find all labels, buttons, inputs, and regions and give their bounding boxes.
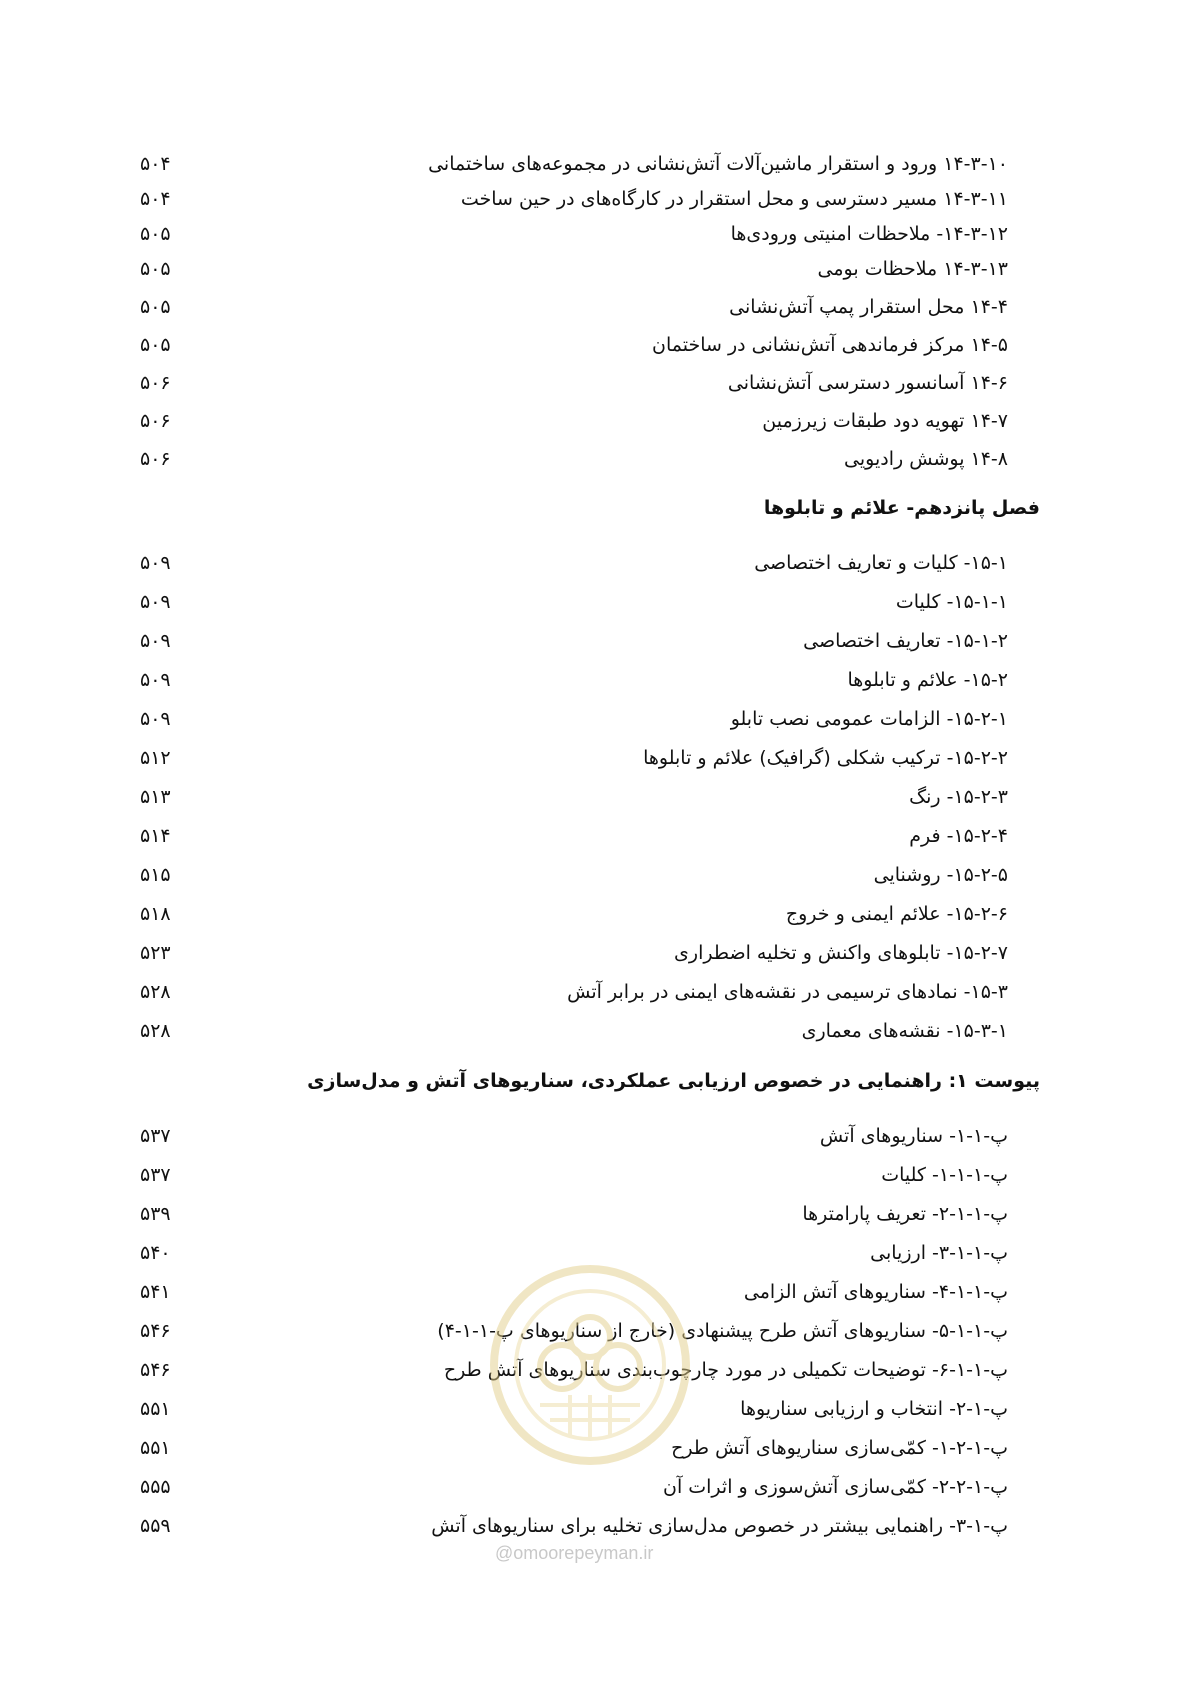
toc-entry[interactable]	[140, 1197, 1040, 1231]
toc-entry[interactable]	[140, 741, 1040, 775]
toc-entry[interactable]	[140, 217, 1040, 251]
toc-entry-title: ۱۴-۳-۱۳ ملاحظات بومی	[817, 258, 1008, 280]
toc-entry-title: ۱۵-۱-۱- کلیات	[895, 591, 1008, 613]
toc-entry-title: پ-۱-۱-۳- ارزیابی	[870, 1242, 1008, 1264]
chapter-heading: فصل پانزدهم- علائم و تابلوها	[763, 497, 1040, 519]
toc-entry[interactable]	[140, 1470, 1040, 1504]
toc-page-number: ۵۱۵	[140, 864, 171, 886]
toc-entry-title: ۱۵-۳- نمادهای ترسیمی در نقشه‌های ایمنی در برابر آتش	[567, 981, 1008, 1003]
toc-entry[interactable]	[140, 546, 1040, 580]
toc-entry[interactable]	[140, 404, 1040, 438]
toc-page-number: ۵۰۹	[140, 708, 171, 730]
toc-page-number: ۵۲۸	[140, 981, 171, 1003]
toc-page-number: ۵۲۸	[140, 1020, 171, 1042]
toc-entry-title: ۱۵-۲-۷- تابلوهای واکنش و تخلیه اضطراری	[674, 942, 1008, 964]
toc-entry-title: ۱۴-۶ آسانسور دسترسی آتش‌نشانی	[727, 372, 1008, 394]
toc-page-number: ۵۱۲	[140, 747, 171, 769]
toc-entry-title: پ-۱-۳- راهنمایی بیشتر در خصوص مدل‌سازی تخلیه برای سناریوهای آتش	[431, 1515, 1008, 1537]
toc-entry-title: ۱۴-۳-۱۱ مسیر دسترسی و محل استقرار در کارگاه‌های در حین ساخت	[460, 188, 1008, 210]
toc-entry[interactable]	[140, 182, 1040, 216]
toc-entry-title: ۱۵-۲-۵- روشنایی	[873, 864, 1008, 886]
toc-page-number: ۵۰۵	[140, 334, 171, 356]
toc-entry[interactable]	[140, 702, 1040, 736]
toc-page-number: ۵۰۶	[140, 410, 171, 432]
toc-entry-title: پ-۱-۱-۲- تعریف پارامترها	[802, 1203, 1008, 1225]
toc-entry[interactable]	[140, 366, 1040, 400]
toc-entry[interactable]	[140, 328, 1040, 362]
toc-entry[interactable]	[140, 819, 1040, 853]
toc-page-number: ۵۰۹	[140, 669, 171, 691]
toc-entry[interactable]	[140, 442, 1040, 476]
toc-entry[interactable]	[140, 1119, 1040, 1153]
toc-entry[interactable]	[140, 780, 1040, 814]
toc-entry-title: ۱۴-۸ پوشش رادیویی	[844, 448, 1008, 470]
toc-entry[interactable]	[140, 1509, 1040, 1543]
appendix-heading: پیوست ۱: راهنمایی در خصوص ارزیابی عملکردی، سناریوهای آتش و مدل‌سازی	[307, 1070, 1040, 1092]
toc-page-number: ۵۴۱	[140, 1281, 171, 1303]
toc-page-number: ۵۴۰	[140, 1242, 171, 1264]
toc-entry-title: ۱۴-۷ تهویه دود طبقات زیرزمین	[762, 410, 1008, 432]
toc-entry-title: پ-۱-۲- انتخاب و ارزیابی سناریوها	[740, 1398, 1008, 1420]
toc-page-number: ۵۰۶	[140, 448, 171, 470]
toc-page-number: ۵۱۳	[140, 786, 171, 808]
toc-entry-title: ۱۴-۴ محل استقرار پمپ آتش‌نشانی	[729, 296, 1008, 318]
toc-page-number: ۵۵۱	[140, 1398, 171, 1420]
toc-entry-title: ۱۵-۳-۱- نقشه‌های معماری	[801, 1020, 1008, 1042]
toc-entry-title: پ-۱-۱-۱- کلیات	[881, 1164, 1008, 1186]
toc-page-number: ۵۰۴	[140, 188, 171, 210]
toc-entry-title: پ-۱-۲-۲- کمّی‌سازی آتش‌سوزی و اثرات آن	[663, 1476, 1008, 1498]
toc-entry-title: ۱۴-۵ مرکز فرماندهی آتش‌نشانی در ساختمان	[651, 334, 1008, 356]
toc-entry-title: پ-۱-۱-۵- سناریوهای آتش طرح پیشنهادی (خارج از سناریوهای پ-۱-۱-۴)	[437, 1320, 1008, 1342]
toc-entry-title: پ-۱-۱-۶- توضیحات تکمیلی در مورد چارچوب‌بندی سناریوهای آتش طرح	[443, 1359, 1008, 1381]
toc-entry-title: ۱۵-۲-۱- الزامات عمومی نصب تابلو	[730, 708, 1008, 730]
toc-page-number: ۵۳۷	[140, 1164, 171, 1186]
toc-entry-title: پ-۱-۱- سناریوهای آتش	[819, 1125, 1008, 1147]
toc-entry-title: ۱۵-۲-۶- علائم ایمنی و خروج	[785, 903, 1008, 925]
toc-entry-title: ۱۵-۲-۲- ترکیب شکلی (گرافیک) علائم و تابلوها	[643, 747, 1008, 769]
toc-page-number: ۵۰۴	[140, 153, 171, 175]
toc-entry[interactable]	[140, 975, 1040, 1009]
toc-entry-title: پ-۱-۲-۱- کمّی‌سازی سناریوهای آتش طرح	[671, 1437, 1008, 1459]
toc-entry-title: ۱۴-۳-۱۰ ورود و استقرار ماشین‌آلات آتش‌نشانی در مجموعه‌های ساختمانی	[428, 153, 1008, 175]
toc-page-number: ۵۵۵	[140, 1476, 171, 1498]
toc-page-number: ۵۵۹	[140, 1515, 171, 1537]
watermark-logo-icon	[480, 1255, 700, 1475]
toc-entry[interactable]	[140, 936, 1040, 970]
toc-page-number: ۵۵۱	[140, 1437, 171, 1459]
toc-entry-title: ۱۵-۲-۳- رنگ	[909, 786, 1008, 808]
toc-entry[interactable]	[140, 252, 1040, 286]
toc-page-number: ۵۰۹	[140, 552, 171, 574]
toc-entry-title: پ-۱-۱-۴- سناریوهای آتش الزامی	[743, 1281, 1008, 1303]
toc-page-number: ۵۰۹	[140, 630, 171, 652]
toc-entry[interactable]	[140, 1158, 1040, 1192]
toc-entry[interactable]	[140, 585, 1040, 619]
toc-entry-title: ۱۴-۳-۱۲- ملاحظات امنیتی ورودی‌ها	[730, 223, 1008, 245]
toc-page-number: ۵۴۶	[140, 1359, 171, 1381]
at-icon: @	[495, 1543, 514, 1563]
toc-entry[interactable]	[140, 1014, 1040, 1048]
toc-page-number: ۵۲۳	[140, 942, 171, 964]
toc-page-number: ۵۰۵	[140, 258, 171, 280]
toc-page-number: ۵۰۵	[140, 296, 171, 318]
toc-entry-title: ۱۵-۲- علائم و تابلوها	[847, 669, 1008, 691]
toc-page-number: ۵۱۴	[140, 825, 171, 847]
toc-entry[interactable]	[140, 858, 1040, 892]
toc-page-number: ۵۴۶	[140, 1320, 171, 1342]
toc-page-number: ۵۳۷	[140, 1125, 171, 1147]
watermark-url: @omoorepeyman.ir	[495, 1543, 654, 1563]
toc-entry[interactable]	[140, 663, 1040, 697]
toc-entry[interactable]	[140, 290, 1040, 324]
toc-entry[interactable]	[140, 147, 1040, 181]
toc-entry[interactable]	[140, 897, 1040, 931]
toc-entry-title: ۱۵-۱-۲- تعاریف اختصاصی	[803, 630, 1008, 652]
toc-page-number: ۵۰۶	[140, 372, 171, 394]
toc-page-number: ۵۰۵	[140, 223, 171, 245]
toc-entry-title: ۱۵-۲-۴- فرم	[909, 825, 1008, 847]
toc-page-number: ۵۱۸	[140, 903, 171, 925]
toc-page-number: ۵۰۹	[140, 591, 171, 613]
toc-entry-title: ۱۵-۱- کلیات و تعاریف اختصاصی	[754, 552, 1008, 574]
toc-page-number: ۵۳۹	[140, 1203, 171, 1225]
toc-entry[interactable]	[140, 624, 1040, 658]
